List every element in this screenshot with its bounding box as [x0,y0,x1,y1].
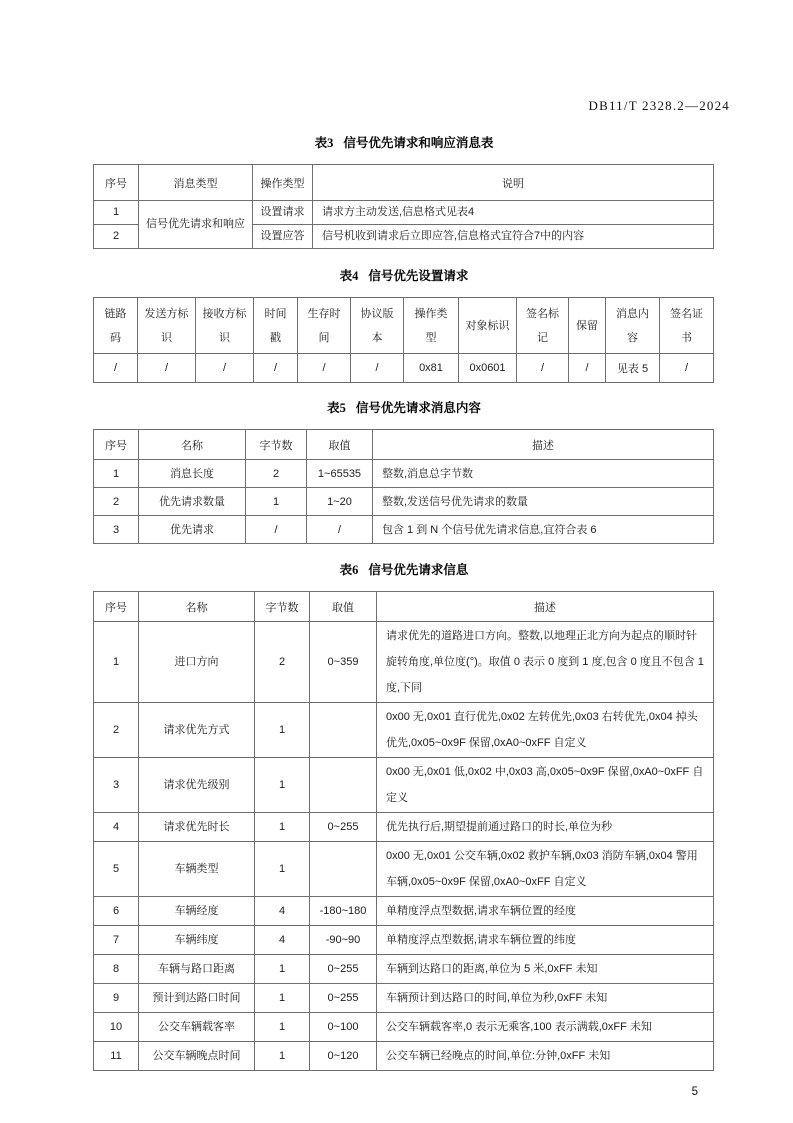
table-cell: 整数,发送信号优先请求的数量 [373,488,714,516]
table-cell: 1 [255,1013,310,1042]
table-cell: 包含 1 到 N 个信号优先请求信息,宜符合表 6 [373,516,714,544]
table-cell: 2 [94,488,139,516]
table-cell: 优先执行后,期望提前通过路口的时长,单位为秒 [377,813,714,842]
table-cell: 0~120 [310,1042,377,1071]
column-header: 取值 [307,430,373,460]
table-row [94,926,714,955]
table-cell: 0~359 [310,622,377,703]
table3-title-text: 信号优先请求和响应消息表 [343,136,494,150]
table-cell: 0x00 无,0x01 公交车辆,0x02 救护车辆,0x03 消防车辆,0x04 警用车辆,0x05~0x9F 保留,0xA0~0xFF 自定义 [377,842,714,897]
column-header: 消息内容 [606,298,660,354]
table-cell: / [196,354,254,383]
table-cell: 1 [255,758,310,813]
column-header: 消息类型 [139,165,253,201]
table4-title [93,266,715,284]
table-cell: 0~255 [310,984,377,1013]
table-row [94,1013,714,1042]
table-cell: 消息长度 [139,460,246,488]
table-cell: 4 [255,926,310,955]
table-cell: 2 [246,460,307,488]
table-row [94,758,714,813]
table-cell: 2 [94,225,139,249]
table-cell: 请求优先方式 [139,703,255,758]
table-cell: 0x00 无,0x01 低,0x02 中,0x03 高,0x05~0x9F 保留,0xA0~0xFF 自定义 [377,758,714,813]
table6-container [93,591,715,1071]
table-cell: 1 [255,1042,310,1071]
table-cell: / [246,516,307,544]
table6-title-label: 表6 [339,563,359,577]
header-row [94,165,714,201]
table-cell: / [138,354,196,383]
table-cell: 1 [94,460,139,488]
table-row [94,703,714,758]
header-row [94,430,714,460]
table-row [94,201,714,225]
table-row [94,354,714,383]
table-cell: 7 [94,926,139,955]
table-row [94,842,714,897]
table-cell: -180~180 [310,897,377,926]
table-cell: / [254,354,298,383]
table-row [94,1042,714,1071]
table5-title [93,398,715,416]
table-cell: 信号机收到请求后立即应答,信息格式宜符合7中的内容 [313,225,714,249]
table5-title-label: 表5 [327,401,346,415]
column-header: 名称 [139,430,246,460]
table6-title [93,560,715,578]
column-header: 描述 [373,430,714,460]
table-6-signal-priority-request-info [93,591,714,1071]
table-cell: 0~100 [310,1013,377,1042]
table-cell: / [94,354,138,383]
column-header: 发送方标识 [138,298,196,354]
table-cell: 公交车辆载客率 [139,1013,255,1042]
table-row [94,622,714,703]
table-cell: 9 [94,984,139,1013]
page-content [93,0,730,1098]
table5-title-text: 信号优先请求消息内容 [355,401,481,415]
column-header: 操作类型 [253,165,313,201]
table-cell: 设置请求 [253,201,313,225]
column-header: 链路码 [94,298,138,354]
table-cell: 单精度浮点型数据,请求车辆位置的经度 [377,897,714,926]
column-header: 保留 [569,298,606,354]
table-cell: 请求方主动发送,信息格式见表4 [313,201,714,225]
table-5-signal-priority-request-message-content [93,429,714,544]
table-cell: 1 [94,622,139,703]
table-cell: 公交车辆晚点时间 [139,1042,255,1071]
table5-container [93,429,715,544]
column-header: 序号 [94,592,139,622]
table-cell: 预计到达路口时间 [139,984,255,1013]
table-cell [310,703,377,758]
table-row [94,460,714,488]
table-cell: 10 [94,1013,139,1042]
table-row [94,813,714,842]
table-row [94,516,714,544]
table-cell: / [660,354,714,383]
header-row [94,298,714,354]
table-cell: 公交车辆载客率,0 表示无乘客,100 表示满载,0xFF 未知 [377,1013,714,1042]
table-cell: 优先请求 [139,516,246,544]
header-row [94,592,714,622]
table-cell: 3 [94,758,139,813]
table3-container [93,164,715,249]
table-cell: 公交车辆已经晚点的时间,单位:分钟,0xFF 未知 [377,1042,714,1071]
table-cell: 车辆纬度 [139,926,255,955]
table-cell: 1 [255,703,310,758]
table-row [94,955,714,984]
table-4-signal-priority-set-request [93,297,714,383]
table3-title [93,133,715,151]
column-header: 对象标识 [459,298,517,354]
table-cell: 11 [94,1042,139,1071]
column-header: 签名证书 [660,298,714,354]
table-cell: 优先请求数量 [139,488,246,516]
column-header: 序号 [94,165,139,201]
column-header: 时间戳 [254,298,298,354]
table-cell: 车辆与路口距离 [139,955,255,984]
table-cell: 0~255 [310,813,377,842]
table-cell: / [298,354,351,383]
table-cell: 进口方向 [139,622,255,703]
table-cell: 见表 5 [606,354,660,383]
table3-title-label: 表3 [314,136,334,150]
table-row [94,488,714,516]
table-cell: 请求优先时长 [139,813,255,842]
column-header: 接收方标识 [196,298,254,354]
table-cell: 车辆到达路口的距离,单位为 5 米,0xFF 未知 [377,955,714,984]
table-cell: 4 [94,813,139,842]
table-row [94,897,714,926]
table-cell: 5 [94,842,139,897]
column-header: 描述 [377,592,714,622]
table-cell: 1 [246,488,307,516]
table-cell: 1~65535 [307,460,373,488]
table-cell: 1 [255,842,310,897]
column-header: 说明 [313,165,714,201]
table-row [94,984,714,1013]
table-cell: 1 [94,201,139,225]
table-cell: 车辆预计到达路口的时间,单位为秒,0xFF 未知 [377,984,714,1013]
table-cell: 单精度浮点型数据,请求车辆位置的纬度 [377,926,714,955]
table-cell: 4 [255,897,310,926]
column-header: 操作类型 [404,298,459,354]
table-cell [310,758,377,813]
table-cell: -90~90 [310,926,377,955]
table-cell: 2 [255,622,310,703]
table-cell: 0x00 无,0x01 直行优先,0x02 左转优先,0x03 右转优先,0x04 掉头优先,0x05~0x9F 保留,0xA0~0xFF 自定义 [377,703,714,758]
table6-title-text: 信号优先请求信息 [368,563,469,577]
column-header: 名称 [139,592,255,622]
table-cell: 3 [94,516,139,544]
table4-title-label: 表4 [339,269,359,283]
table-cell: 信号优先请求和响应 [139,201,253,249]
column-header: 字节数 [246,430,307,460]
table-cell: 整数,消息总字节数 [373,460,714,488]
table-cell: / [307,516,373,544]
table4-container [93,297,715,383]
table-cell: 设置应答 [253,225,313,249]
table-cell: 请求优先级别 [139,758,255,813]
table-cell: 请求优先的道路进口方向。整数,以地理正北方向为起点的顺时针旋转角度,单位度(°)。取值 0 表示 0 度到 1 度,包含 0 度且不包含 1 度,下同 [377,622,714,703]
table-cell: 0x81 [404,354,459,383]
column-header: 签名标记 [517,298,569,354]
table-3-signal-priority-request-response-messages [93,164,714,249]
table4-title-text: 信号优先设置请求 [368,269,469,283]
column-header: 序号 [94,430,139,460]
table-cell [310,842,377,897]
table-cell: / [517,354,569,383]
table-cell: / [569,354,606,383]
column-header: 字节数 [255,592,310,622]
table-cell: 1 [255,955,310,984]
column-header: 生存时间 [298,298,351,354]
table-cell: 车辆类型 [139,842,255,897]
table-cell: 1~20 [307,488,373,516]
table-cell: 8 [94,955,139,984]
column-header: 协议版本 [351,298,404,354]
page-number: 5 [691,1086,698,1098]
table-cell: 0~255 [310,955,377,984]
table-cell: 2 [94,703,139,758]
table-cell: 车辆经度 [139,897,255,926]
table-cell: 1 [255,813,310,842]
table-cell: / [351,354,404,383]
table-cell: 0x0601 [459,354,517,383]
column-header: 取值 [310,592,377,622]
document-number: DB11/T 2328.2—2024 [588,98,730,113]
table-cell: 6 [94,897,139,926]
table-cell: 1 [255,984,310,1013]
